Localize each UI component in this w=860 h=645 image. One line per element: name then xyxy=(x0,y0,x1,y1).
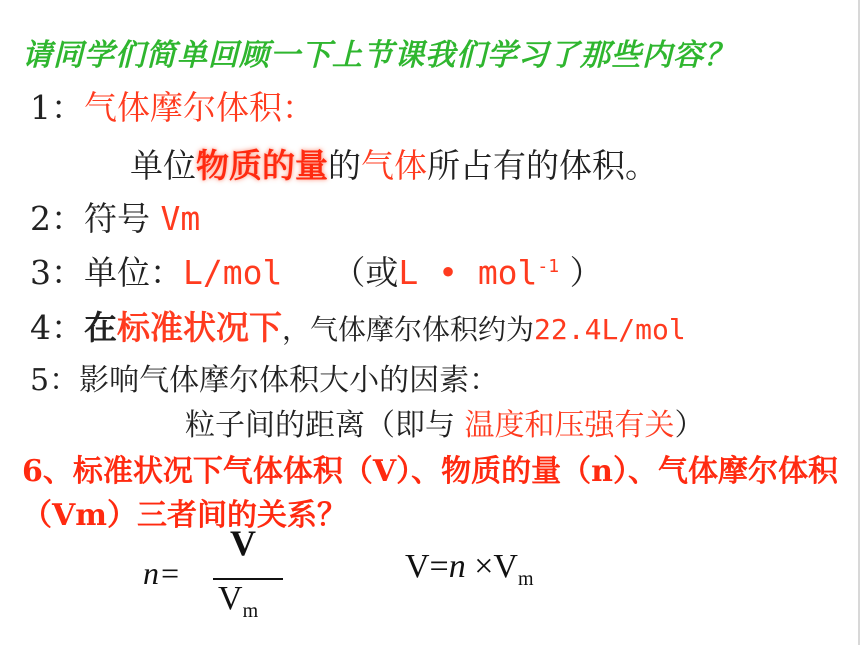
def-part-e: 所占有的体积。 xyxy=(427,146,658,185)
item-3-number: 3： xyxy=(30,253,84,292)
item-4-prefix: 在 xyxy=(84,308,117,347)
rhs-b: ×V xyxy=(465,548,518,585)
denominator-main: V xyxy=(218,580,243,617)
item-2-label: 符号 xyxy=(84,199,161,238)
item-3-alt-open: （或 xyxy=(332,253,399,292)
item-4-condition: 标准状况下 xyxy=(117,308,282,347)
item-5-detail-a: 粒子间的距离（即与 xyxy=(185,408,465,443)
formula-denominator xyxy=(218,580,258,623)
item-5-number: 5： xyxy=(30,363,80,398)
item-1-definition xyxy=(130,140,658,187)
rhs-sub: m xyxy=(517,567,534,590)
item-5-detail-b: 温度和压强有关 xyxy=(464,408,675,443)
def-part-c: 的 xyxy=(328,146,361,185)
item-3 xyxy=(30,247,603,294)
def-part-a: 单位 xyxy=(130,146,196,185)
rhs-a: V= xyxy=(405,548,449,585)
item-3-alt-value: L • mol xyxy=(398,253,538,292)
item-5 xyxy=(30,355,499,399)
item-1 xyxy=(30,82,315,129)
item-4 xyxy=(30,302,686,349)
rhs-n: n xyxy=(448,548,466,585)
item-3-value: L/mol xyxy=(183,253,283,292)
item-5-label: 影响气体摩尔体积大小的因素： xyxy=(79,363,500,398)
item-2-number: 2： xyxy=(30,199,84,238)
formula-numerator: V xyxy=(230,523,256,563)
item-2 xyxy=(30,193,200,240)
def-gas: 气体 xyxy=(361,146,427,185)
item-3-label: 单位： xyxy=(84,253,183,292)
formula-lhs: n= xyxy=(143,555,181,591)
item-3-alt-close: ） xyxy=(559,253,603,292)
slide-title: 请同学们简单回顾一下上节课我们学习了那些内容？ xyxy=(22,38,735,73)
item-6-question: 6、标准状况下气体体积（V）、物质的量（n）、气体摩尔体积（Vm）三者间的关系？ xyxy=(22,454,838,533)
item-1-term: 气体摩尔体积： xyxy=(84,88,315,127)
item-4-number: 4： xyxy=(30,308,84,347)
formula-rhs xyxy=(405,548,534,591)
item-1-number: 1： xyxy=(30,88,84,127)
item-2-value: Vm xyxy=(160,199,201,238)
item-5-detail xyxy=(185,400,705,444)
denominator-sub: m xyxy=(242,599,259,622)
item-4-value: 22.4L/mol xyxy=(534,313,686,346)
item-4-middle: ，气体摩尔体积约为 xyxy=(282,313,535,346)
item-3-alt-sup: -1 xyxy=(537,256,560,277)
def-amount-of-substance: 物质的量 xyxy=(196,146,328,185)
item-5-detail-c: ） xyxy=(674,408,705,443)
